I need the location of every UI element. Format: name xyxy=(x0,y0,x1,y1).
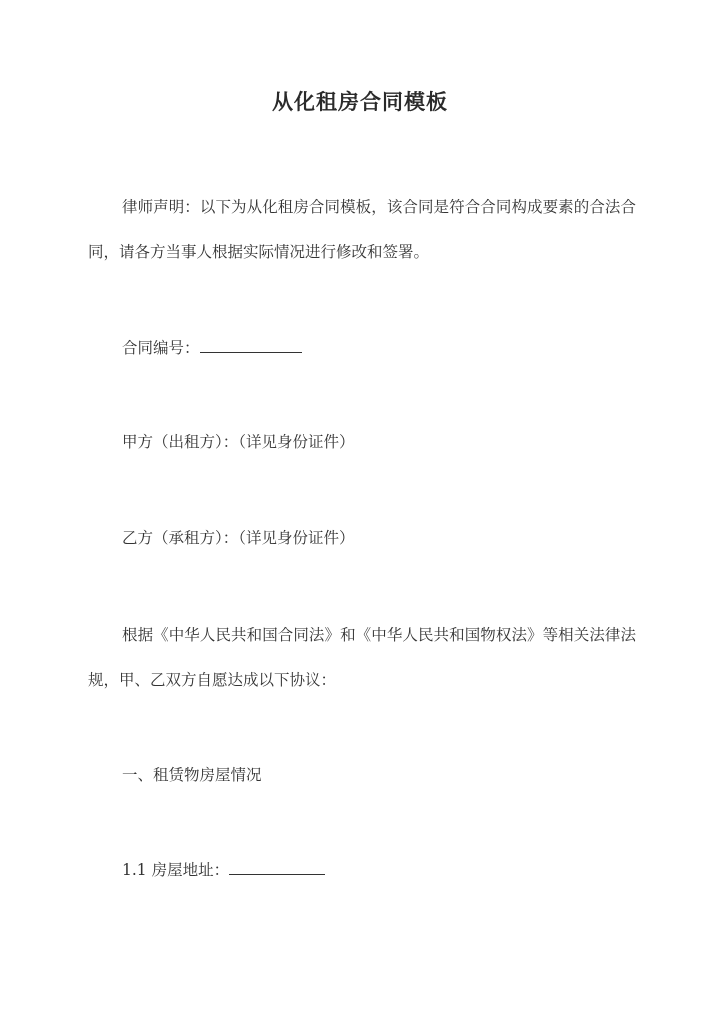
document-title: 从化租房合同模板 xyxy=(272,89,448,114)
house-address-label: 1.1 房屋地址： xyxy=(122,861,230,879)
party-b-line: 乙方（承租方）：（详见身份证件） xyxy=(122,529,355,547)
lawyer-statement: 律师声明：以下为从化租房合同模板，该合同是符合合同构成要素的合法合同，请各方当事人根据实际情况进行修改和签署。 xyxy=(88,198,636,261)
contract-number-blank xyxy=(200,338,302,353)
contract-number-line xyxy=(122,336,302,360)
party-a-line: 甲方（出租方）：（详见身份证件） xyxy=(122,433,355,451)
contract-number-label: 合同编号： xyxy=(122,339,200,357)
house-address-line xyxy=(122,858,325,882)
house-address-blank xyxy=(229,860,325,875)
legal-basis-paragraph: 根据《中华人民共和国合同法》和《中华人民共和国物权法》等相关法律法规，甲、乙双方自愿达成以下协议： xyxy=(88,626,636,689)
section-1-heading: 一、租赁物房屋情况 xyxy=(122,766,262,784)
